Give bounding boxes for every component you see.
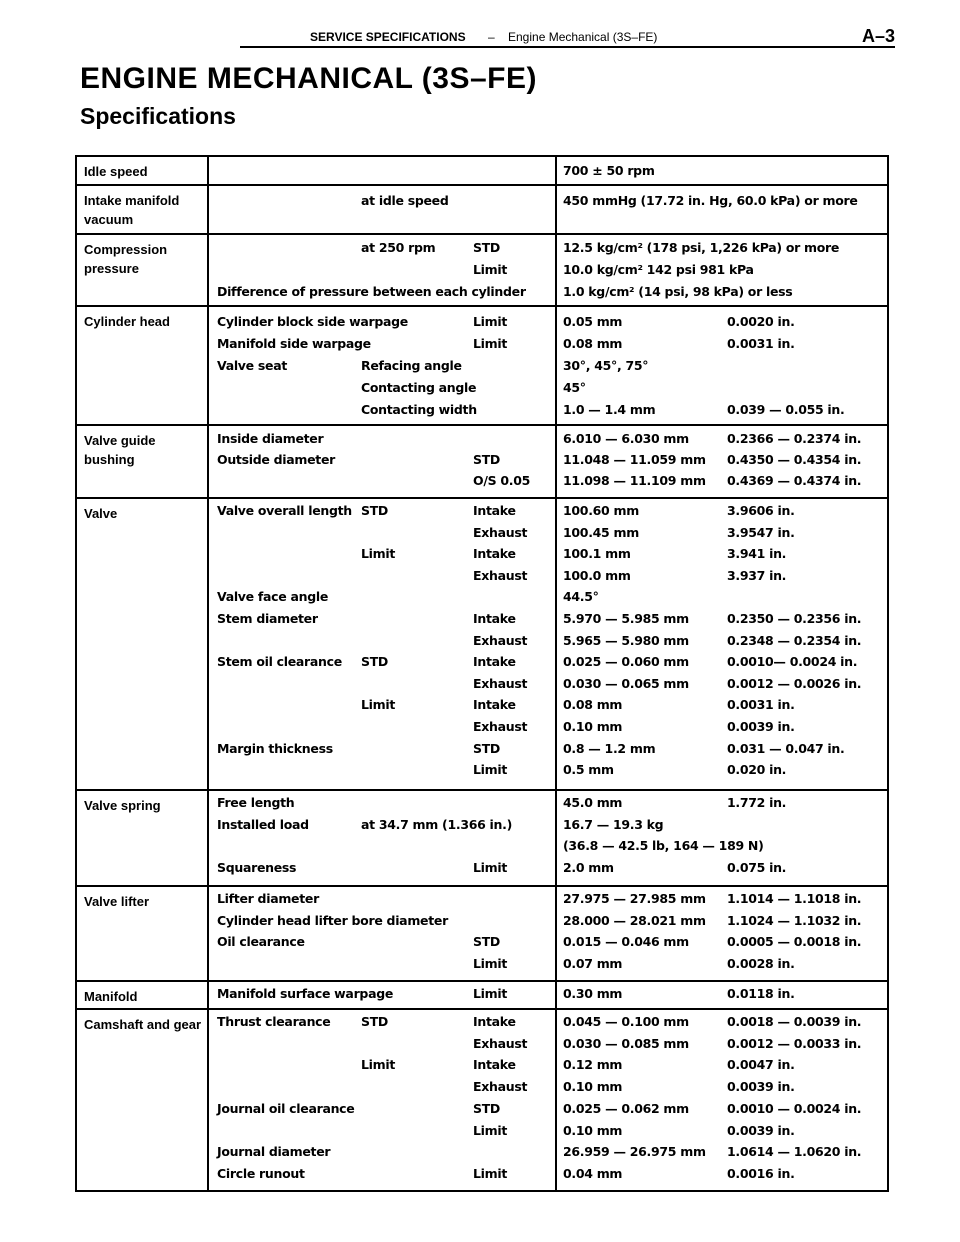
spec-line: [77, 430, 887, 451]
spec-value-imperial: 0.0012 — 0.0026 in.: [727, 675, 862, 691]
spec-value-imperial: 0.0018 — 0.0039 in.: [727, 1014, 862, 1029]
spec-condition: at idle speed: [361, 193, 449, 208]
spec-line: [77, 379, 887, 400]
spec-value-metric: 44.5°: [563, 589, 599, 605]
spec-qualifier: STD: [473, 740, 501, 756]
spec-value-imperial: 3.941 in.: [727, 546, 787, 562]
page-number: A–3: [861, 26, 895, 46]
spec-qualifier: Limit: [473, 955, 508, 971]
spec-row: [77, 184, 887, 233]
spec-line: [77, 955, 887, 976]
spec-value-metric: 0.10 mm: [563, 1122, 623, 1138]
spec-item: Valve face angle: [217, 589, 329, 605]
spec-line: [77, 1143, 887, 1164]
page-subtitle: Specifications: [80, 103, 236, 129]
spec-item: Lifter diameter: [217, 891, 319, 906]
spec-qualifier: Exhaust: [473, 632, 528, 648]
spec-row: [77, 233, 887, 305]
spec-value-metric: 30°, 45°, 75°: [563, 358, 649, 373]
spec-value-metric: 2.0 mm: [563, 859, 614, 875]
spec-value-imperial: 1.0614 — 1.0620 in.: [727, 1144, 862, 1160]
spec-qualifier: Limit: [473, 336, 508, 351]
spec-line: [77, 837, 887, 858]
spec-line: [77, 859, 887, 880]
spec-value-metric: 100.45 mm: [563, 524, 639, 540]
section-title: SERVICE SPECIFICATIONS: [310, 30, 466, 44]
spec-qualifier: Exhaust: [473, 675, 528, 691]
spec-line: [77, 401, 887, 422]
spec-value-metric: 5.965 — 5.980 mm: [563, 632, 689, 648]
spec-category: Cylinder head: [84, 314, 170, 329]
spec-row: [77, 789, 887, 885]
spec-qualifier: Intake: [473, 1057, 516, 1073]
spec-value-imperial: 0.0118 in.: [727, 986, 795, 1001]
spec-item: Free length: [217, 795, 295, 810]
spec-qualifier: Limit: [473, 1165, 508, 1181]
spec-item: Squareness: [217, 859, 297, 875]
spec-condition: Contacting angle: [361, 380, 477, 395]
spec-value-imperial: 0.4369 — 0.4374 in.: [727, 473, 862, 488]
spec-qualifier: Exhaust: [473, 1035, 528, 1051]
spec-qualifier: Limit: [473, 859, 508, 875]
spec-value-imperial: 0.2350 — 0.2356 in.: [727, 611, 862, 626]
spec-value-imperial: 0.0039 in.: [727, 1122, 795, 1138]
spec-condition: at 34.7 mm (1.366 in.): [361, 816, 513, 832]
spec-line: [77, 912, 887, 933]
spec-qualifier: Exhaust: [473, 524, 528, 540]
spec-value-imperial: 0.075 in.: [727, 859, 787, 875]
spec-value-metric: 11.048 — 11.059 mm: [563, 452, 706, 467]
spec-line: [77, 335, 887, 356]
spec-qualifier: Intake: [473, 654, 516, 670]
spec-line: [77, 890, 887, 911]
spec-value-imperial: 1.772 in.: [727, 795, 787, 810]
spec-value-metric: 0.08 mm: [563, 336, 623, 351]
spec-value-imperial: 0.0039 in.: [727, 1079, 795, 1095]
spec-value-metric: 1.0 — 1.4 mm: [563, 402, 656, 417]
spec-item: Oil clearance: [217, 934, 305, 949]
spec-item: Manifold surface warpage: [217, 986, 394, 1001]
spec-item: Valve seat: [217, 358, 288, 373]
spec-line: [77, 524, 887, 545]
spec-qualifier: Limit: [473, 1122, 508, 1138]
spec-qualifier: Limit: [473, 762, 508, 778]
spec-value-imperial: 0.0012 — 0.0033 in.: [727, 1035, 862, 1051]
spec-value-metric: 0.8 — 1.2 mm: [563, 740, 656, 756]
spec-condition: STD: [361, 1014, 389, 1029]
spec-qualifier: O/S 0.05: [473, 473, 530, 488]
spec-value-metric: 0.12 mm: [563, 1057, 623, 1073]
spec-value-metric: 1.0 kg/cm² (14 psi, 98 kPa) or less: [563, 284, 793, 299]
spec-value-metric: 100.1 mm: [563, 546, 631, 562]
spec-line: [77, 283, 887, 304]
spec-line: [77, 675, 887, 696]
spec-value-metric: 0.045 — 0.100 mm: [563, 1014, 689, 1029]
spec-category: Valve: [84, 506, 118, 521]
spec-qualifier: STD: [473, 934, 501, 949]
spec-qualifier: Exhaust: [473, 567, 528, 583]
header-separator: –: [488, 30, 495, 44]
spec-row: [77, 424, 887, 497]
spec-value-metric: 5.970 — 5.985 mm: [563, 611, 689, 626]
spec-value-imperial: 0.039 — 0.055 in.: [727, 402, 845, 417]
spec-line: [77, 313, 887, 334]
spec-value-metric: 0.025 — 0.062 mm: [563, 1100, 689, 1116]
spec-qualifier: Intake: [473, 546, 516, 562]
spec-item: Stem diameter: [217, 611, 318, 626]
spec-line: [77, 162, 887, 183]
spec-item: Journal diameter: [217, 1144, 331, 1160]
spec-item: Cylinder head lifter bore diameter: [217, 912, 448, 928]
spec-value-imperial: 0.2348 — 0.2354 in.: [727, 632, 862, 648]
spec-line: [77, 632, 887, 653]
spec-line: [77, 1013, 887, 1034]
spec-value-imperial: 0.0016 in.: [727, 1165, 795, 1181]
spec-line: [77, 933, 887, 954]
spec-category: Camshaft and gear: [84, 1017, 202, 1032]
page-title: ENGINE MECHANICAL (3S–FE): [80, 62, 537, 95]
spec-value-metric: 27.975 — 27.985 mm: [563, 891, 706, 906]
spec-row: [77, 497, 887, 789]
spec-line: [77, 451, 887, 472]
spec-line: [77, 1122, 887, 1143]
spec-value-metric: 11.098 — 11.109 mm: [563, 473, 706, 488]
spec-row: [77, 157, 887, 184]
spec-value-metric: 16.7 — 19.3 kg: [563, 816, 664, 832]
spec-row: [77, 980, 887, 1008]
spec-category: Valve spring: [84, 798, 161, 813]
spec-item: Manifold side warpage: [217, 336, 371, 351]
spec-value-imperial: 3.9606 in.: [727, 503, 795, 518]
spec-item: Stem oil clearance: [217, 654, 342, 670]
spec-condition: Contacting width: [361, 402, 477, 417]
spec-line: [77, 740, 887, 761]
spec-value-imperial: 1.1024 — 1.1032 in.: [727, 912, 862, 928]
spec-condition: STD: [361, 654, 389, 670]
spec-value-imperial: 1.1014 — 1.1018 in.: [727, 891, 862, 906]
spec-value-imperial: 0.0031 in.: [727, 336, 795, 351]
spec-line: [77, 192, 887, 213]
spec-value-imperial: 3.9547 in.: [727, 524, 795, 540]
spec-line: [77, 1078, 887, 1099]
spec-line: [77, 816, 887, 837]
spec-category: Valve guide bushing: [84, 433, 156, 467]
spec-line: [77, 794, 887, 815]
spec-line: [77, 588, 887, 609]
spec-line: [77, 696, 887, 717]
spec-line: [77, 502, 887, 523]
spec-item: Difference of pressure between each cylinder: [217, 284, 526, 299]
spec-condition: Refacing angle: [361, 358, 462, 373]
spec-line: [77, 761, 887, 782]
spec-value-metric: 450 mmHg (17.72 in. Hg, 60.0 kPa) or more: [563, 193, 858, 208]
spec-category: Manifold: [84, 989, 138, 1004]
spec-value-metric: 0.10 mm: [563, 1079, 623, 1095]
spec-value-metric: 0.30 mm: [563, 986, 623, 1001]
header-rule: [240, 46, 895, 48]
spec-qualifier: Intake: [473, 1014, 516, 1029]
spec-line: [77, 985, 887, 1006]
spec-line: [77, 1056, 887, 1077]
spec-value-metric: 100.60 mm: [563, 503, 639, 518]
spec-category: Intake manifold vacuum: [84, 193, 180, 227]
spec-qualifier: Exhaust: [473, 719, 528, 734]
spec-condition: Limit: [361, 1057, 396, 1073]
spec-value-metric: 0.030 — 0.065 mm: [563, 675, 689, 691]
spec-value-imperial: 0.0047 in.: [727, 1057, 795, 1073]
spec-category: Valve lifter: [84, 894, 150, 909]
spec-value-imperial: 0.0039 in.: [727, 719, 795, 734]
spec-item: Outside diameter: [217, 452, 335, 467]
spec-item: Installed load: [217, 816, 309, 832]
spec-item: Margin thickness: [217, 740, 333, 756]
spec-value-metric: 0.025 — 0.060 mm: [563, 654, 689, 670]
spec-row: [77, 885, 887, 980]
spec-line: [77, 718, 887, 739]
spec-value-imperial: 0.020 in.: [727, 762, 787, 778]
spec-value-metric: 100.0 mm: [563, 567, 631, 583]
spec-value-imperial: 0.0028 in.: [727, 955, 795, 971]
spec-condition: at 250 rpm: [361, 240, 436, 255]
spec-item: Circle runout: [217, 1165, 305, 1181]
spec-qualifier: STD: [473, 1100, 501, 1116]
spec-qualifier: Exhaust: [473, 1079, 528, 1095]
spec-value-metric: 10.0 kg/cm² 142 psi 981 kPa: [563, 262, 754, 277]
spec-line: [77, 610, 887, 631]
spec-line: [77, 1165, 887, 1186]
spec-line: [77, 261, 887, 282]
spec-item: Journal oil clearance: [217, 1100, 355, 1116]
specifications-table: [75, 155, 889, 1192]
spec-value-metric: 700 ± 50 rpm: [563, 163, 655, 178]
spec-category: Compression pressure: [84, 242, 168, 276]
spec-qualifier: STD: [473, 452, 501, 467]
spec-line: [77, 239, 887, 260]
spec-line: [77, 357, 887, 378]
spec-line: [77, 1100, 887, 1121]
spec-item: Thrust clearance: [217, 1014, 331, 1029]
spec-value-metric: 28.000 — 28.021 mm: [563, 912, 706, 928]
spec-value-metric: 0.08 mm: [563, 697, 623, 713]
spec-value-metric: 45.0 mm: [563, 795, 623, 810]
spec-qualifier: Intake: [473, 503, 516, 518]
spec-value-imperial: 0.0010 — 0.0024 in.: [727, 1100, 862, 1116]
spec-value-metric: 0.030 — 0.085 mm: [563, 1035, 689, 1051]
spec-value-metric: 12.5 kg/cm² (178 psi, 1,226 kPa) or more: [563, 240, 840, 255]
spec-value-imperial: 3.937 in.: [727, 567, 787, 583]
spec-line: [77, 653, 887, 674]
subsection-title: Engine Mechanical (3S–FE): [508, 30, 658, 44]
spec-category: Idle speed: [84, 164, 148, 179]
spec-qualifier: Limit: [473, 262, 508, 277]
spec-condition: Limit: [361, 697, 396, 713]
spec-qualifier: Intake: [473, 611, 516, 626]
page-header: [240, 26, 895, 46]
spec-line: [77, 567, 887, 588]
spec-item: Cylinder block side warpage: [217, 314, 408, 329]
spec-value-metric: 0.10 mm: [563, 719, 623, 734]
spec-condition: Limit: [361, 546, 396, 562]
spec-value-metric: (36.8 — 42.5 lb, 164 — 189 N): [563, 838, 764, 853]
spec-value-metric: 45°: [563, 380, 586, 395]
spec-item: Valve overall length: [217, 503, 352, 518]
spec-value-imperial: 0.0031 in.: [727, 697, 795, 713]
spec-value-imperial: 0.031 — 0.047 in.: [727, 740, 845, 756]
spec-line: [77, 545, 887, 566]
spec-qualifier: Limit: [473, 986, 508, 1001]
spec-value-metric: 0.05 mm: [563, 314, 623, 329]
spec-qualifier: Intake: [473, 697, 516, 713]
spec-condition: STD: [361, 503, 389, 518]
spec-value-metric: 0.04 mm: [563, 1165, 623, 1181]
spec-qualifier: Limit: [473, 314, 508, 329]
spec-value-imperial: 0.0005 — 0.0018 in.: [727, 934, 862, 949]
spec-value-imperial: 0.4350 — 0.4354 in.: [727, 452, 862, 467]
spec-value-metric: 26.959 — 26.975 mm: [563, 1144, 706, 1160]
spec-value-imperial: 0.0020 in.: [727, 314, 795, 329]
spec-item: Inside diameter: [217, 431, 324, 446]
spec-row: [77, 305, 887, 424]
spec-value-metric: 6.010 — 6.030 mm: [563, 431, 689, 446]
spec-line: [77, 472, 887, 493]
spec-value-metric: 0.07 mm: [563, 955, 623, 971]
spec-qualifier: STD: [473, 240, 501, 255]
spec-row: [77, 1008, 887, 1190]
spec-value-imperial: 0.2366 — 0.2374 in.: [727, 431, 862, 446]
spec-value-imperial: 0.0010— 0.0024 in.: [727, 654, 858, 670]
spec-value-metric: 0.015 — 0.046 mm: [563, 934, 689, 949]
spec-line: [77, 1035, 887, 1056]
spec-value-metric: 0.5 mm: [563, 762, 614, 778]
